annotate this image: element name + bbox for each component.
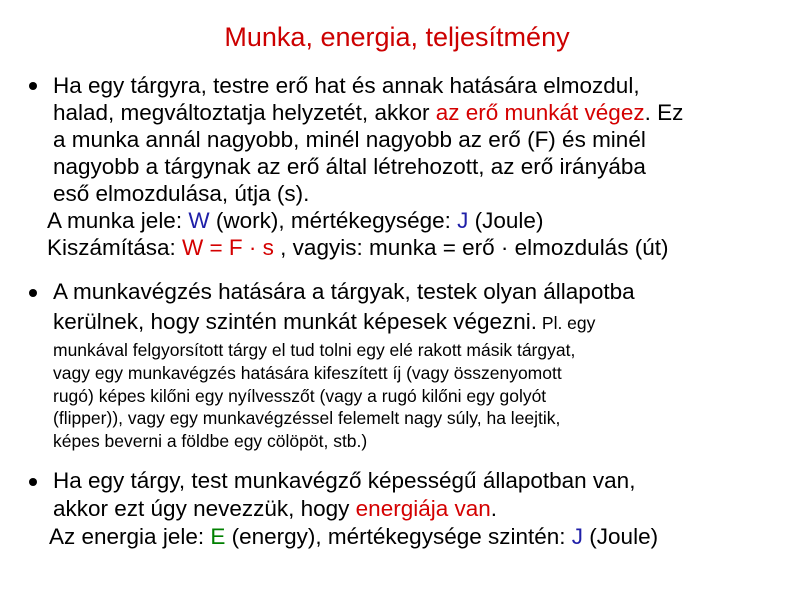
example-line: vagy egy munkavégzés hatására kifeszített íj (vagy összenyomott [53,362,562,383]
text-line: Ha egy tárgyra, testre erő hat és annak hatására elmozdul, [53,73,640,98]
example-line: (flipper)), vagy egy munkavégzéssel felemelt nagy súly, ha leejtik, [53,408,561,429]
symbol-w: W [188,208,210,233]
example-line: képes beverni a földbe egy cölöpöt, stb.) [53,431,368,452]
example-text [53,339,575,453]
bullet-dot [29,82,37,90]
example-line: munkával felgyorsított tárgy el tud tolni egy elé rakott másik tárgyat, [53,340,576,360]
highlight-work: az erő munkát végez [435,100,645,125]
work-symbol-line [47,207,683,234]
text-span: akkor ezt úgy nevezzük, hogy [53,496,356,521]
text-span: (work), mértékegysége: [209,208,458,233]
formula-line [47,234,683,261]
bullet-work-capability [53,277,635,338]
text-line: A munkavégzés hatására a tárgyak, testek olyan állapotba [53,279,635,304]
example-line: rugó) képes kilőni egy nyílvesszőt (vagy a rugó kilőni egy golyót [53,385,547,406]
unit-j: J [457,208,469,233]
text-line [53,99,683,126]
unit-j: J [571,524,584,549]
text-line: a munka annál nagyobb, minél nagyobb az erő (F) és minél [53,127,646,152]
text-line: eső elmozdulása, útja (s). [53,181,310,206]
text-span: Kiszámítása: [47,235,183,260]
text-span: (Joule) [583,524,659,549]
text-line: Ha egy tárgy, test munkavégző képességű állapotban van, [53,468,636,493]
text-span: . [490,496,498,521]
text-span: kerülnek, hogy szintén munkát képesek végezni. [53,309,538,334]
text-span: (energy), mértékegysége szintén: [225,524,572,549]
example-start: Pl. egy [537,313,596,333]
highlight-energy: energiája van [355,496,491,521]
bullet-dot [29,289,37,297]
work-formula: W = F · s [182,235,274,260]
text-span: halad, megváltoztatja helyzetét, akkor [53,100,436,125]
text-span: . Ez [644,100,684,125]
text-span: , vagyis: munka = erő · elmozdulás (út) [273,235,669,260]
bullet-energy-definition [49,467,659,551]
energy-symbol-line [49,523,658,551]
text-span: Az energia jele: [49,524,211,549]
slide-title: Munka, energia, teljesítmény [224,22,570,52]
text-span: A munka jele: [47,208,189,233]
text-line [53,307,635,338]
text-span: (Joule) [468,208,544,233]
bullet-dot [29,478,37,486]
text-line: nagyobb a tárgynak az erő által létrehozott, az erő irányába [53,154,646,179]
symbol-e: E [210,524,226,549]
bullet-work-definition [47,72,684,261]
text-line [53,495,658,523]
